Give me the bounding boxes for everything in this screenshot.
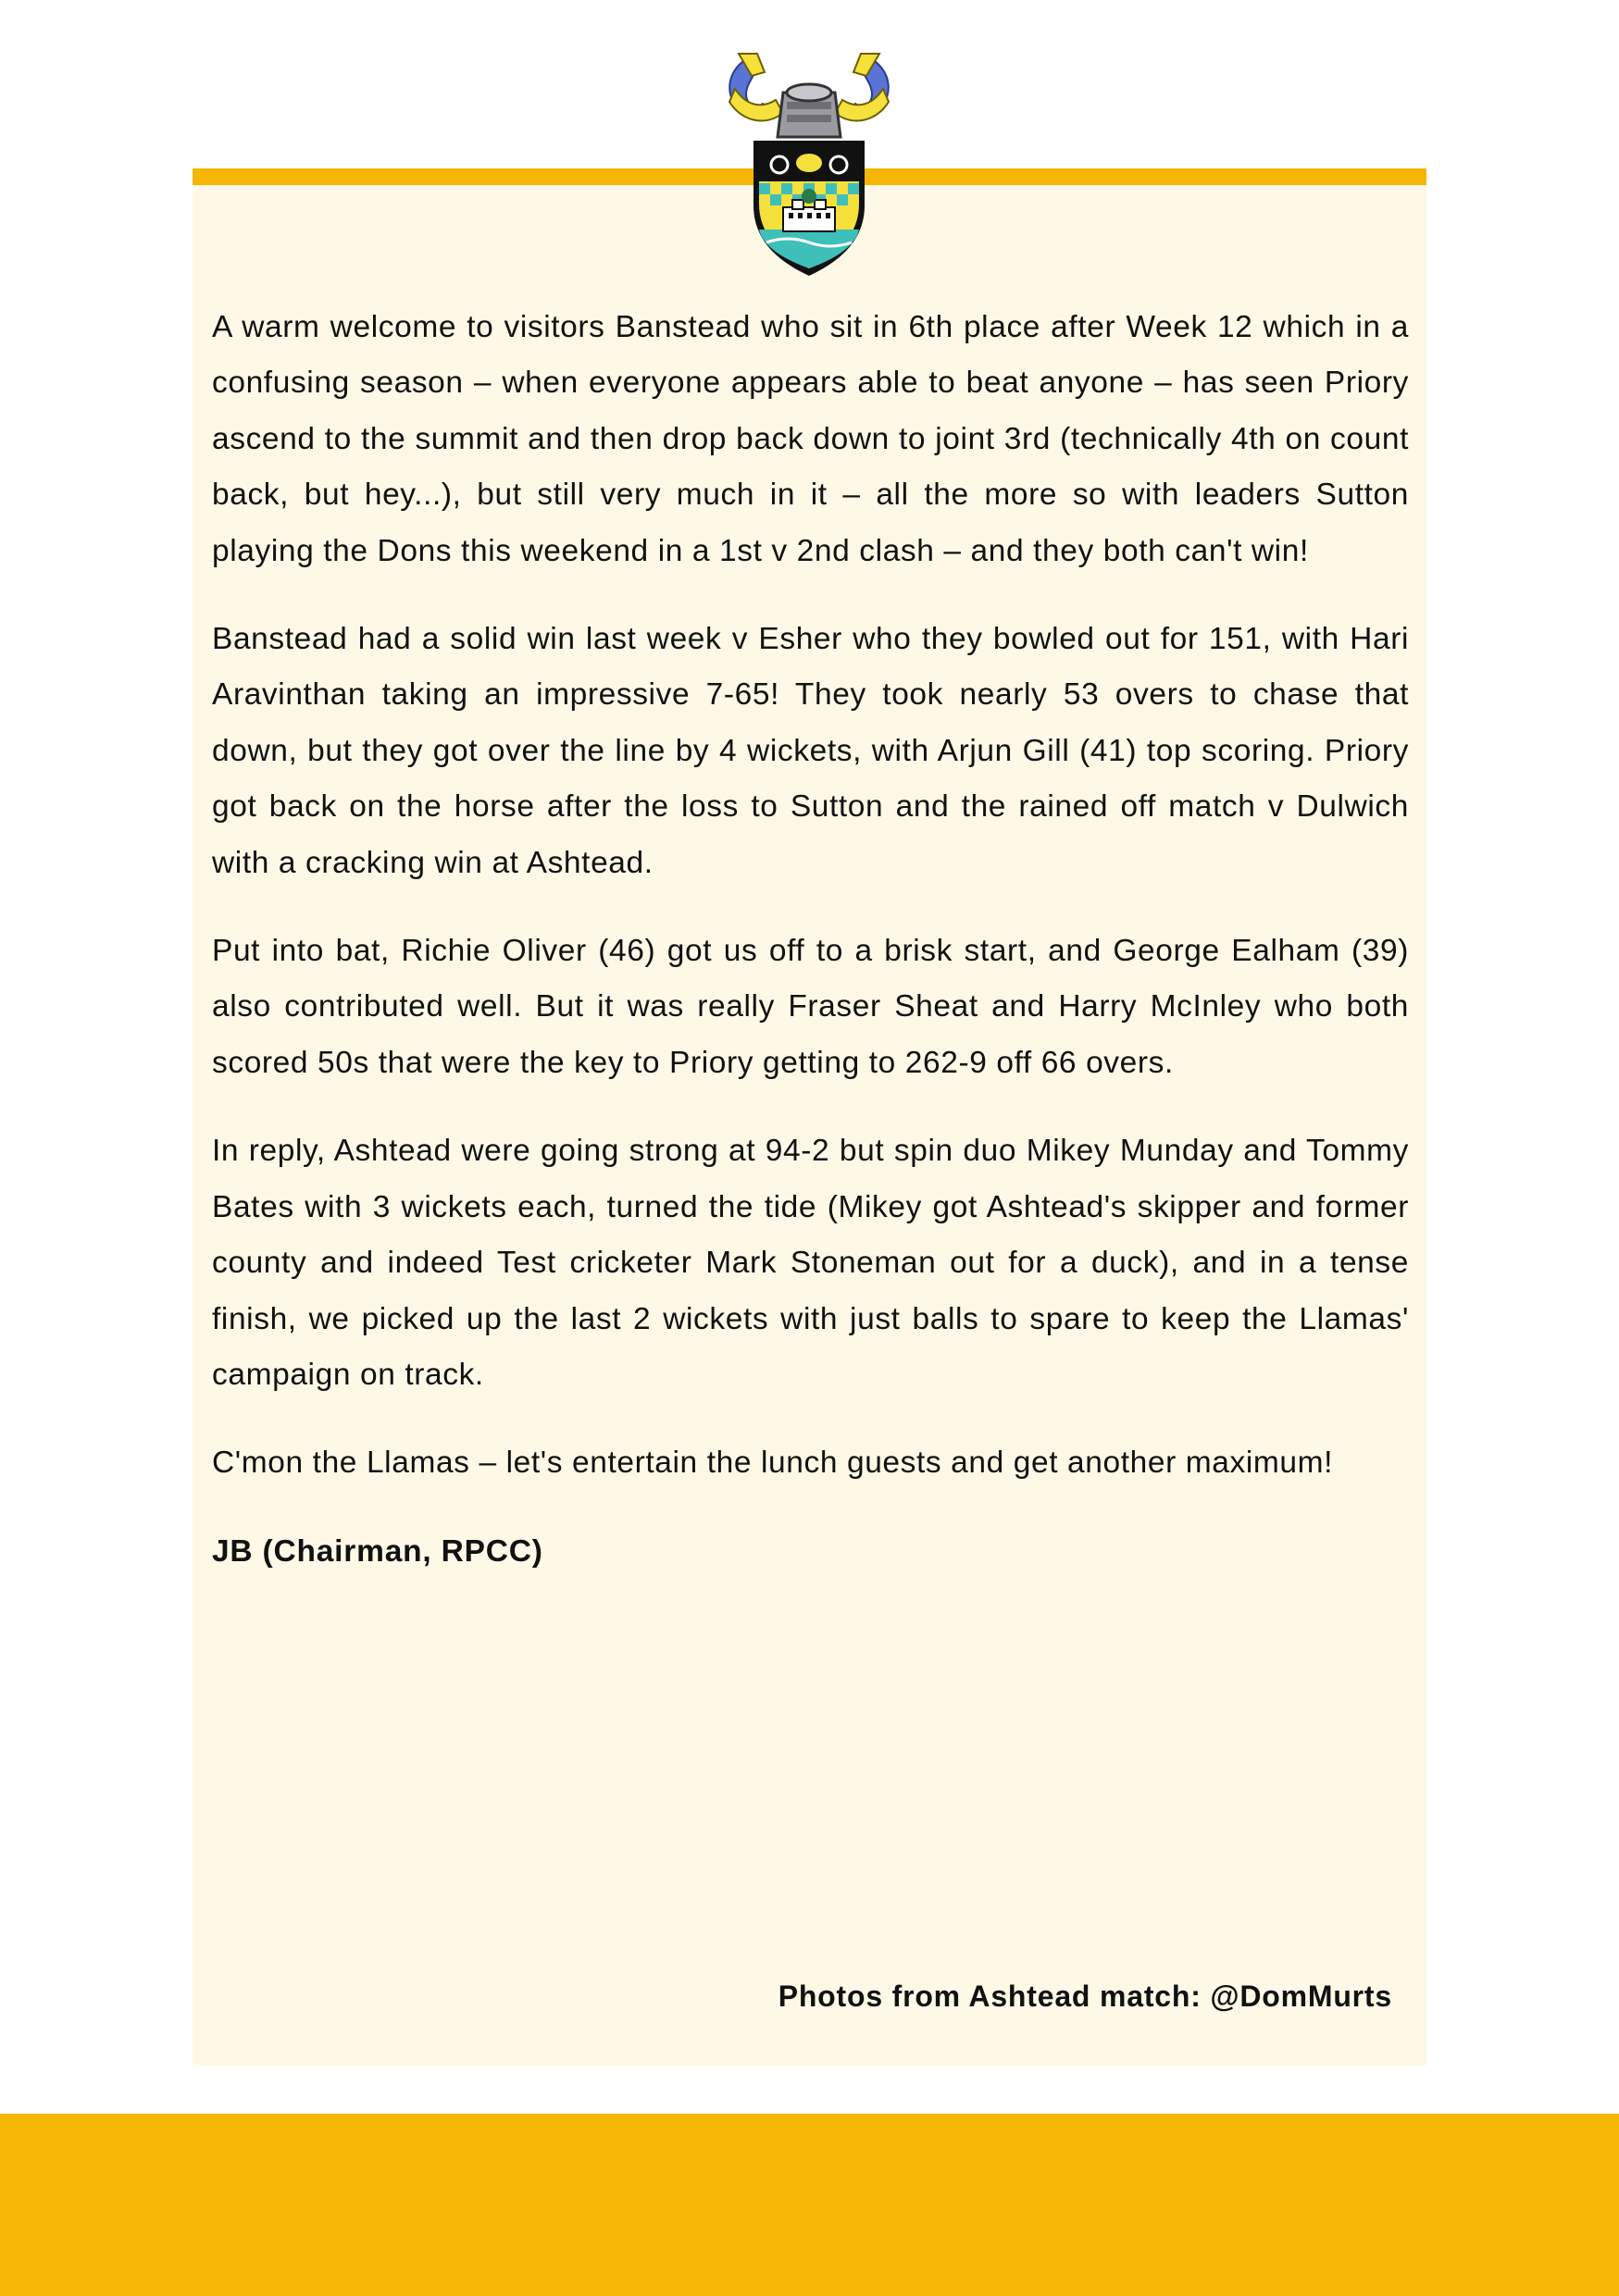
paragraph-batting: Put into bat, Richie Oliver (46) got us off to a brisk start, and George Ealham (39) also contributed well. But it was really Fraser Sheat and Harry McInley who both scored 50s that were the key to Priory getting to 262-9 off 66 overs. bbox=[212, 934, 1409, 1080]
paragraph-intro: A warm welcome to visitors Banstead who sit in 6th place after Week 12 which in a confusing season – when everyone appears able to beat anyone – has seen Priory ascend to the summit and then drop back down to joint 3rd (technically 4th on count back, but hey...), but still very much in it – all the more so with leaders Sutton playing the Dons this weekend in a 1st v 2nd clash – and they both can't win! bbox=[212, 310, 1409, 568]
signature: JB (Chairman, RPCC) bbox=[212, 1533, 543, 1569]
footer-band bbox=[0, 2114, 1619, 2296]
club-crest-icon bbox=[718, 48, 900, 278]
paragraph-banstead: Banstead had a solid win last week v Esher who they bowled out for 151, with Hari Aravinthan taking an impressive 7-65! They took nearly 53 overs to chase that down, but they got over the line by 4 wickets, with Arjun Gill (41) top scoring. Priory got back on the horse after the loss to Sutton and the rained off match v Dulwich with a cracking win at Ashtead. bbox=[212, 622, 1409, 880]
paragraph-bowling: In reply, Ashtead were going strong at 94-2 but spin duo Mikey Munday and Tommy Bates with 3 wickets each, turned the tide (Mikey got Ashtead's skipper and former county and indeed Test cricketer Mark Stoneman out for a duck), and in a tense finish, we picked up the last 2 wickets with just balls to spare to keep the Llamas' campaign on track. bbox=[212, 1134, 1409, 1392]
paragraph-closing: C'mon the Llamas – let's entertain the lunch guests and get another maximum! bbox=[212, 1446, 1334, 1481]
article-body bbox=[212, 300, 1409, 1580]
photo-credit: Photos from Ashtead match: @DomMurts bbox=[778, 1980, 1392, 2013]
